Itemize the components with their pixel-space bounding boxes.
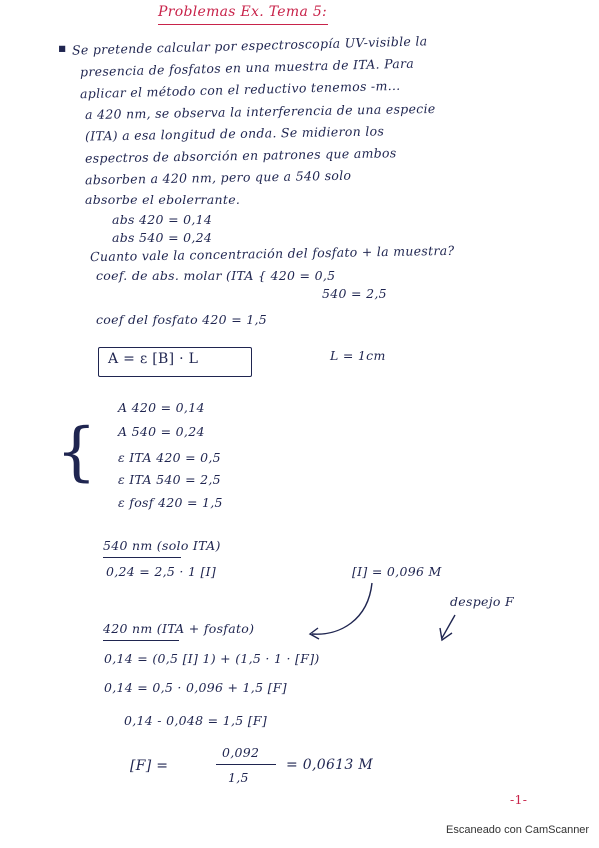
- problem-line: absorbe el ebolerrante.: [85, 192, 241, 207]
- problem-line: Se pretende calcular por espectroscopía UV-visible la: [71, 33, 428, 58]
- data-item: A 540 = 0,24: [118, 424, 205, 439]
- question-line: 540 = 2,5: [322, 286, 387, 301]
- data-item: ε fosf 420 = 1,5: [118, 495, 223, 510]
- section-420-line: 0,14 - 0,048 = 1,5 [F]: [124, 713, 268, 728]
- scanner-watermark: Escaneado con CamScanner: [446, 824, 590, 836]
- bullet-icon: ▪: [58, 40, 67, 55]
- annotation-despejo: despejo F: [450, 594, 514, 609]
- section-540-heading: 540 nm (solo ITA): [103, 538, 221, 553]
- page-number: -1-: [510, 792, 528, 807]
- question-line: Cuanto vale la concentración del fosfato + la muestra?: [89, 242, 455, 265]
- section-540-equation: 0,24 = 2,5 · 1 [I]: [106, 564, 217, 579]
- final-denominator: 1,5: [228, 770, 249, 785]
- data-item: ε ITA 420 = 0,5: [118, 450, 221, 465]
- page-title: Problemas Ex. Tema 5:: [158, 4, 328, 20]
- section-420-line: 0,14 = (0,5 [I] 1) + (1,5 · 1 · [F]): [104, 651, 320, 666]
- section-540-result: [I] = 0,096 M: [352, 564, 442, 579]
- question-line: coef. de abs. molar (ITA { 420 = 0,5: [96, 268, 336, 283]
- beer-lambert-formula: A = ε [B] · L: [108, 351, 199, 367]
- final-left: [F] =: [130, 758, 169, 774]
- path-length: L = 1cm: [330, 348, 386, 363]
- abs-line: abs 420 = 0,14: [112, 212, 213, 227]
- section-420-heading: 420 nm (ITA + fosfato): [103, 621, 255, 636]
- problem-line: espectros de absorción en patrones que ambos: [84, 145, 397, 166]
- brace-icon: {: [56, 415, 98, 489]
- problem-line: aplicar el método con el reductivo tenemos -m...: [79, 77, 401, 102]
- data-item: A 420 = 0,14: [118, 400, 205, 415]
- final-result: = 0,0613 M: [286, 757, 373, 773]
- problem-line: presencia de fosfatos en una muestra de ITA. Para: [79, 55, 415, 80]
- section-420-line: 0,14 = 0,5 · 0,096 + 1,5 [F]: [104, 680, 287, 695]
- data-item: ε ITA 540 = 2,5: [118, 472, 221, 487]
- problem-line: absorben a 420 nm, pero que a 540 solo: [84, 167, 352, 188]
- problem-line: (ITA) a esa longitud de onda. Se midieron los: [84, 123, 385, 144]
- problem-line: a 420 nm, se observa la interferencia de una especie: [84, 100, 436, 123]
- abs-line: abs 540 = 0,24: [112, 230, 213, 245]
- final-numerator: 0,092: [222, 745, 260, 760]
- coef-fosfato: coef del fosfato 420 = 1,5: [96, 312, 268, 327]
